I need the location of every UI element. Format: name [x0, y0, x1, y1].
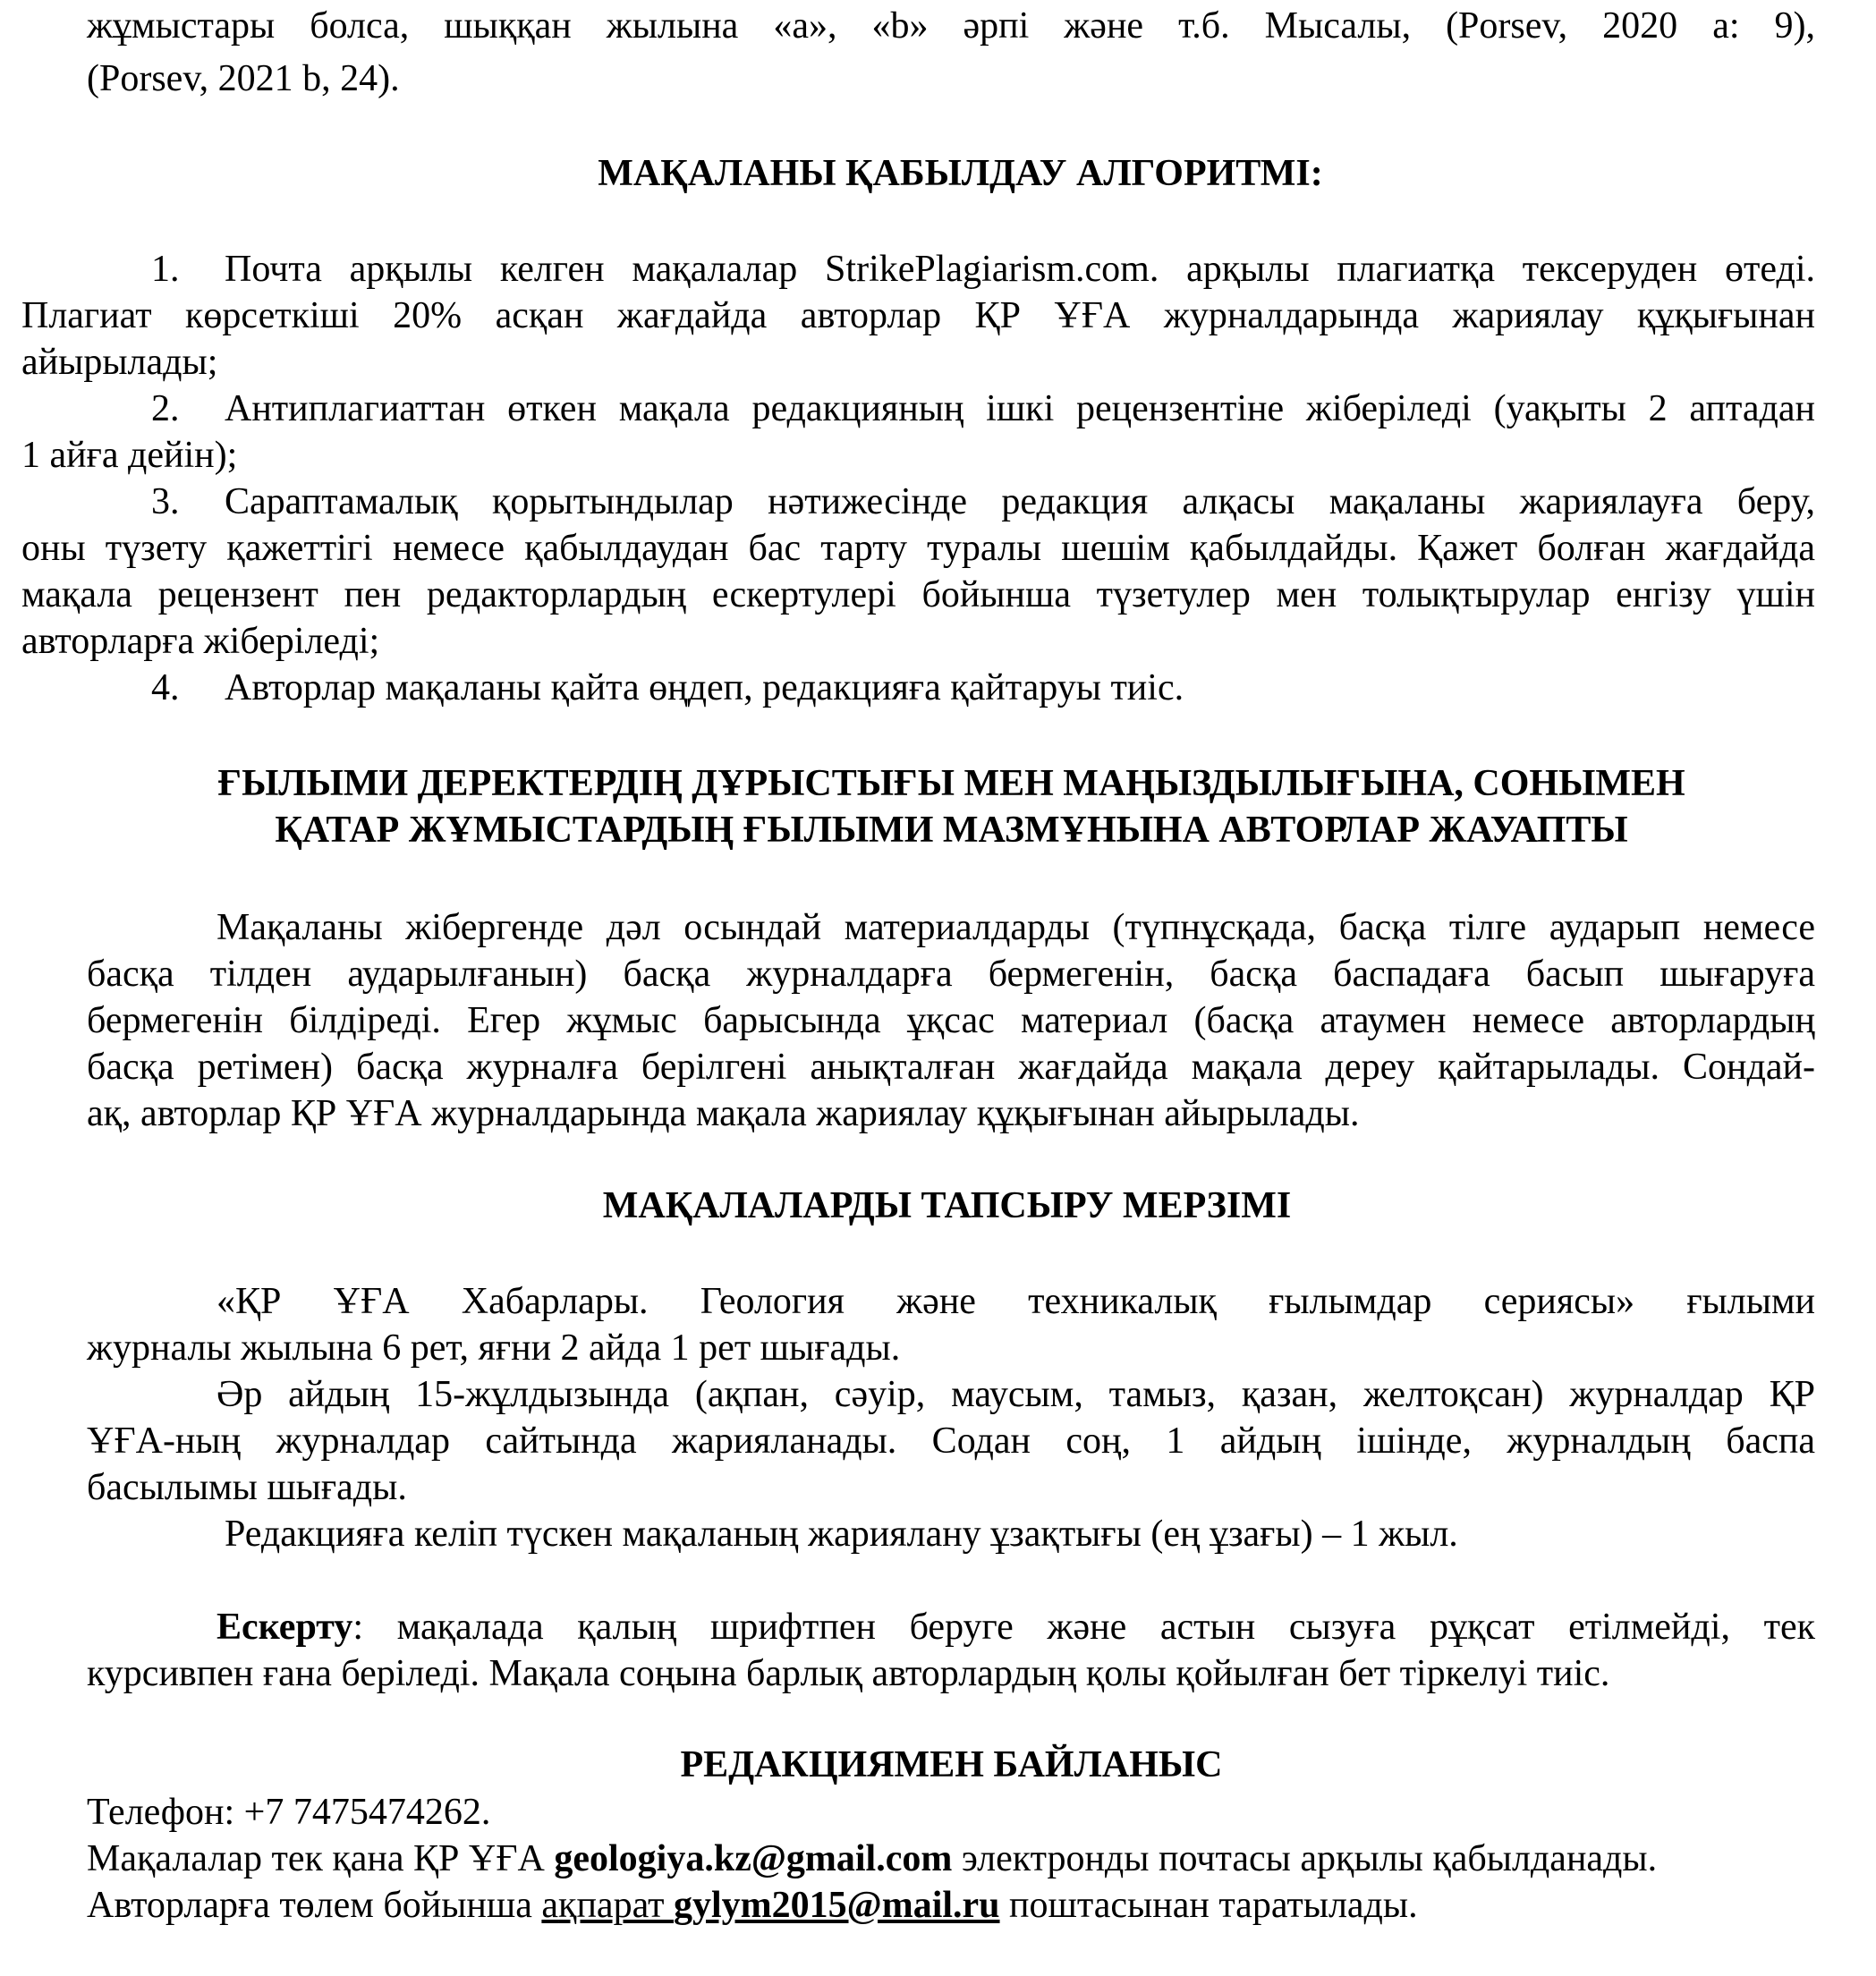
intro-line: (Porsev, 2021 b, 24). [87, 58, 400, 99]
algorithm-item-2 [21, 386, 1815, 479]
item-number: 1. [151, 249, 180, 290]
note-paragraph [87, 1604, 1815, 1697]
note-label: Ескерту [216, 1607, 353, 1648]
intro-paragraph [87, 3, 1815, 49]
note-line-2: курсивпен ғана беріледі. Мақала соңына барлық авторлардың қолы қойылған бет тіркелуі тиіс. [87, 1653, 1610, 1694]
item-1-line-1: 1. Почта арқылы келген мақалалар StrikePlagiarism.com. арқылы плагиатқа тексеруден өтеді. [21, 246, 1815, 293]
contact-email-link[interactable]: geologiya.kz@gmail.com [554, 1838, 953, 1879]
item-1-line-3: айырылады; [21, 342, 218, 383]
intro-paragraph-end [87, 55, 1815, 102]
deadline-paragraph-3 [225, 1511, 1835, 1557]
deadline-p1-line-2: журналы жылына 6 рет, яғни 2 айда 1 рет шығады. [87, 1327, 901, 1369]
payment-email-link[interactable]: gylym2015@mail.ru [673, 1885, 1000, 1926]
responsibility-heading-line-1: ҒЫЛЫМИ ДЕРЕКТЕРДІҢ ДҰРЫСТЫҒЫ МЕН МАҢЫЗДЫЛЫҒЫНА, СОНЫМЕН [217, 763, 1685, 804]
contact-payment-line: Авторларға төлем бойынша ақпарат gylym2015@mail.ru поштасынан таратылады. [87, 1885, 1418, 1926]
responsibility-heading-line-2: ҚАТАР ЖҰМЫСТАРДЫҢ ҒЫЛЫМИ МАЗМҰНЫНА АВТОРЛАР ЖАУАПТЫ [275, 810, 1628, 851]
deadline-paragraph-2 [87, 1371, 1815, 1511]
contact-heading: РЕДАКЦИЯМЕН БАЙЛАНЫС [680, 1744, 1223, 1785]
contact-block [87, 1789, 1815, 1929]
item-number: 2. [151, 388, 180, 429]
responsibility-line-4: басқа ретімен) басқа журналға берілгені анықталған жағдайда мақала дереу қайтарылады. Сондай- [87, 1047, 1815, 1088]
intro-line: жұмыстары болса, шыққан жылына «a», «b» әрпі және т.б. Мысалы, (Porsev, 2020 a: 9), [87, 5, 1815, 47]
item-2-line-1: 2. Антиплагиаттан өткен мақала редакцияның ішкі рецензентіне жіберіледі (уақыты 2 аптадан [21, 386, 1815, 432]
deadline-p1-line-1: «ҚР ҰҒА Хабарлары. Геология және техникалық ғылымдар сериясы» ғылыми [216, 1281, 1815, 1322]
item-number: 4. [151, 667, 180, 708]
item-1-line-2: Плагиат көрсеткіші 20% асқан жағдайда авторлар ҚР ҰҒА журналдарында жариялау құқығынан [21, 295, 1815, 336]
item-2-line-2: 1 айға дейін); [21, 435, 238, 476]
item-3-line-1: 3. Сараптамалық қорытындылар нәтижесінде редакция алқасы мақаланы жариялауға беру, [21, 479, 1815, 525]
deadline-heading: МАҚАЛАЛАРДЫ ТАПСЫРУ МЕРЗІМІ [602, 1185, 1292, 1226]
responsibility-line-1: Мақаланы жібергенде дәл осындай материалдарды (түпнұсқада, басқа тілге аударып немесе [216, 907, 1815, 948]
responsibility-line-3: бермегенін білдіреді. Егер жұмыс барысында ұқсас материал (басқа атаумен немесе авторлардың [87, 1000, 1815, 1041]
note-line-1: Ескерту: мақалада қалың шрифтпен беруге және астын сызуға рұқсат етілмейді, тек [216, 1607, 1815, 1648]
deadline-p2-line-3: басылымы шығады. [87, 1467, 407, 1508]
algorithm-item-4 [21, 665, 1815, 711]
responsibility-heading [0, 760, 1876, 853]
underlined-text: ақпарат gylym2015@mail.ru [541, 1885, 1000, 1926]
responsibility-paragraph [87, 904, 1815, 1137]
responsibility-line-2: басқа тілден аударылғанын) басқа журналдарға бермегенін, басқа баспадаға басып шығаруға [87, 954, 1815, 995]
deadline-p2-line-1: Әр айдың 15-жұлдызында (ақпан, сәуір, маусым, тамыз, қазан, желтоқсан) журналдар ҚР [216, 1374, 1815, 1415]
algorithm-item-1 [21, 246, 1815, 386]
responsibility-line-5: ақ, авторлар ҚР ҰҒА журналдарында мақала жариялау құқығынан айырылады. [87, 1093, 1360, 1134]
deadline-paragraph-1 [87, 1278, 1815, 1371]
algorithm-heading: МАҚАЛАНЫ ҚАБЫЛДАУ АЛГОРИТМІ: [598, 153, 1323, 194]
item-3-line-2: оны түзету қажеттігі немесе қабылдаудан бас тарту туралы шешім қабылдайды. Қажет болған жағдайда [21, 528, 1815, 569]
deadline-p3-line: Редакцияға келіп түскен мақаланың жариялану ұзақтығы (ең ұзағы) – 1 жыл. [225, 1514, 1458, 1555]
algorithm-item-3 [21, 479, 1815, 665]
contact-phone: Телефон: +7 7475474262. [87, 1792, 491, 1833]
contact-email-line: Мақалалар тек қана ҚР ҰҒА geologiya.kz@gmail.com электронды почтасы арқылы қабылданады. [87, 1838, 1658, 1879]
item-3-line-4: авторларға жіберіледі; [21, 621, 380, 662]
item-3-line-3: мақала рецензент пен редакторлардың ескертулері бойынша түзетулер мен толықтырулар енгізу үшін [21, 574, 1815, 615]
item-4-line-1: 4. Авторлар мақаланы қайта өңдеп, редакцияға қайтаруы тиіс. [21, 665, 1815, 711]
item-number: 3. [151, 481, 180, 522]
deadline-p2-line-2: ҰҒА-ның журналдар сайтында жарияланады. Содан соң, 1 айдың ішінде, журналдың баспа [87, 1421, 1815, 1462]
